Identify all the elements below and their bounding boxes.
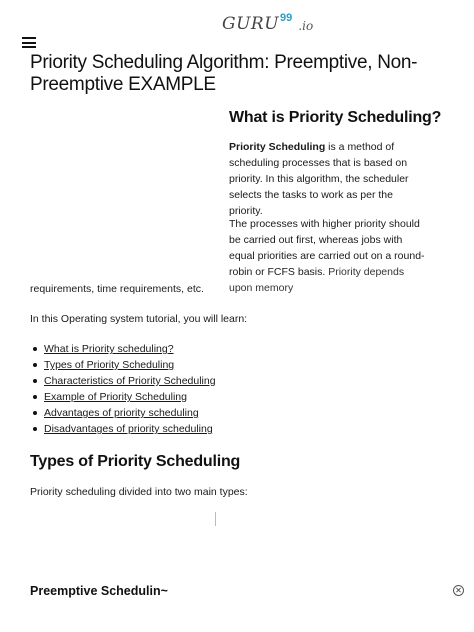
hamburger-menu-icon[interactable] [22, 37, 36, 48]
toc-item [30, 373, 216, 389]
toc-item [30, 357, 216, 373]
close-icon[interactable] [453, 585, 464, 596]
logo-tld: .io [298, 19, 314, 33]
logo-number: 99 [280, 12, 293, 24]
intro-p2-text: The processes with higher priority should be carried out first, whereas jobs with equal priorities are carried out on a round-robin or FCFS basis. [229, 218, 425, 278]
intro-p1-text: is a method of scheduling processes that is based on priority. In this algorithm, the scheduler selects the tasks to work as per the priority. [229, 141, 409, 217]
preemptive-heading: Preemptive Schedulin~ [30, 584, 168, 598]
page-title: Priority Scheduling Algorithm: Preemptive, Non-Preemptive EXAMPLE [30, 52, 418, 95]
divider [215, 512, 216, 526]
intro-bold-term: Priority Scheduling [229, 141, 326, 153]
close-glyph: ✕ [455, 585, 462, 595]
toc-item [30, 421, 216, 437]
toc-link-characteristics[interactable]: Characteristics of Priority Scheduling [44, 375, 216, 387]
toc-item [30, 405, 216, 421]
toc-link-advantages[interactable]: Advantages of priority scheduling [44, 407, 199, 419]
logo-word: GURU [222, 14, 280, 34]
toc-link-what-is[interactable]: What is Priority scheduling? [44, 343, 174, 355]
intro-paragraph-1 [229, 139, 429, 219]
section-heading-types: Types of Priority Scheduling [30, 453, 241, 470]
toc-item [30, 341, 216, 357]
toc-link-types[interactable]: Types of Priority Scheduling [44, 359, 175, 371]
intro-paragraph-2 [229, 216, 429, 296]
section-heading-what-is: What is Priority Scheduling? [229, 109, 442, 126]
toc-link-example[interactable]: Example of Priority Scheduling [44, 391, 187, 403]
learn-intro-text: In this Operating system tutorial, you will learn: [30, 313, 248, 325]
intro-p2-tail: Priority depends upon memory [229, 266, 405, 294]
intro-paragraph-2-wrap: requirements, time requirements, etc. [30, 283, 204, 295]
site-logo[interactable] [222, 14, 313, 40]
types-description: Priority scheduling divided into two main types: [30, 486, 248, 498]
toc-item [30, 389, 216, 405]
table-of-contents [30, 341, 216, 437]
toc-link-disadvantages[interactable]: Disadvantages of priority scheduling [44, 423, 213, 435]
